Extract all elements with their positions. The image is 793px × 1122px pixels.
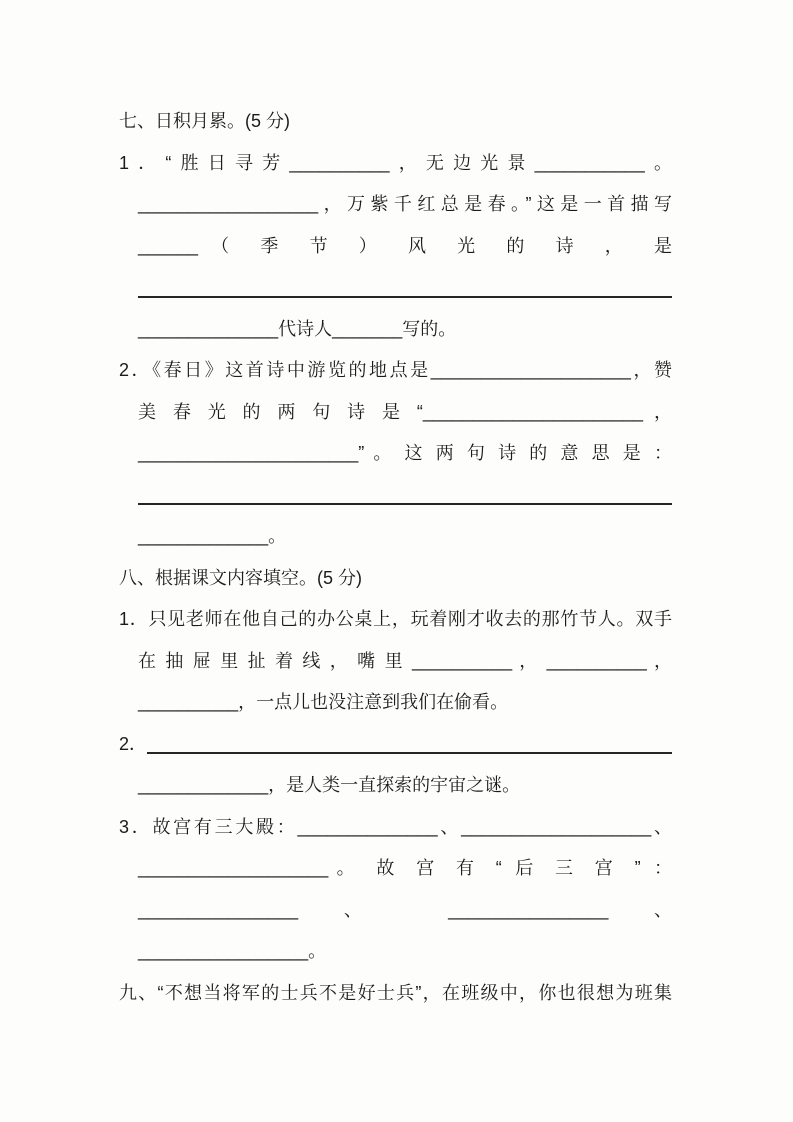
q7-1-line-1: 1．“胜日寻芳__________，无边光景___________。	[119, 152, 672, 173]
q8-2-line-1	[119, 724, 672, 766]
q8-3-line-4: _________________。	[138, 941, 327, 961]
q8-1-line-2: 在 抽 屉 里 扯 着 线 ， 嘴 里 __________ ， __________ ，	[138, 650, 672, 671]
q8-1-line-3: __________，一点儿也没注意到我们在偷看。	[138, 692, 509, 712]
q8-2-line-2: _____________，是人类一直探索的宇宙之谜。	[138, 775, 521, 795]
q8-3-line-1: 3．故宫有三大殿：______________、___________________、	[119, 816, 672, 837]
section-9-header: 九、“不想当将军的士兵不是好士兵”，在班级中，你也很想为班集	[119, 982, 672, 1003]
q7-2-line-1: 2．《春日》这首诗中游览的地点是____________________，赞	[119, 360, 672, 380]
q7-1-blank-full-line	[119, 267, 672, 309]
worksheet-content	[119, 101, 672, 1014]
q8-3-line-2: ___________________。 故 宫 有 “ 后 三 宫 ” ：	[138, 858, 672, 878]
answer-blank-rule	[138, 475, 672, 506]
q8-1-line-1: 1．只见老师在他自己的办公桌上，玩着刚才收去的那竹节人。双手	[119, 609, 672, 629]
q8-3-line-3: ________________ 、 ________________ 、	[138, 899, 672, 920]
q7-1-line-2: __________________，万紫千红总是春。”这是一首描写	[138, 194, 672, 214]
q7-2-blank-full-line	[119, 475, 672, 517]
answer-blank-rule	[147, 724, 672, 755]
q7-2-line-5: _____________。	[138, 526, 287, 546]
section-7-header: 七、日积月累。(5 分)	[119, 111, 290, 131]
q7-1-line-5: ______________代诗人_______写的。	[138, 318, 457, 339]
q7-2-line-3: ______________________” 。 这 两 句 诗 的 意 思 是 ：	[138, 443, 672, 463]
answer-blank-rule	[138, 267, 672, 298]
section-8-header: 八、根据课文内容填空。(5 分)	[119, 567, 362, 588]
q7-1-line-3: ______（ 季 节 ） 风 光 的 诗 ， 是	[138, 235, 672, 256]
question-number: 2．	[119, 733, 148, 754]
q7-2-line-2: 美 春 光 的 两 句 诗 是 “______________________ ，	[138, 401, 672, 422]
